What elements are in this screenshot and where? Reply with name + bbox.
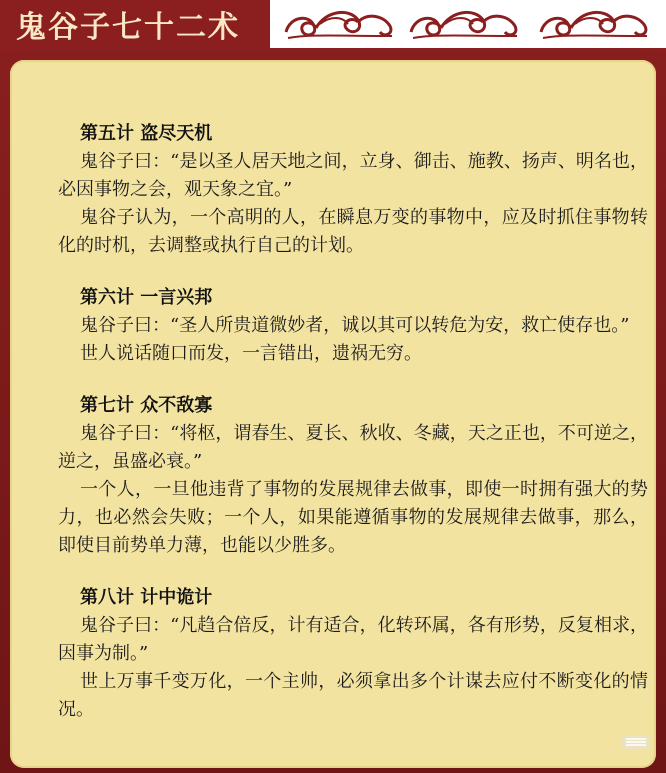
quote-paragraph: 鬼谷子曰：“圣人所贵道微妙者，诚以其可以转危为安，救亡使存也。” — [80, 315, 630, 336]
quote-paragraph: 鬼谷子曰：“凡趋合倍反，计有适合，化转环属，各有形势，反复相求，因事为制。” — [58, 615, 648, 664]
section-title: 第六计 一言兴邦 — [80, 287, 213, 308]
quote-paragraph: 鬼谷子曰：“将枢，谓春生、夏长、秋收、冬藏，天之正也，不可逆之，逆之，虽盛必衰。” — [58, 423, 648, 472]
cloud-ornament-icon — [280, 2, 396, 44]
cloud-ornament-icon — [535, 2, 651, 44]
explanation-paragraph: 世上万事千变万化，一个主帅，必须拿出多个计谋去应付不断变化的情况。 — [58, 671, 648, 720]
article-body — [58, 120, 648, 748]
more-menu-icon[interactable] — [622, 735, 650, 749]
section-7 — [58, 392, 648, 560]
section-6 — [58, 284, 648, 368]
page-title: 鬼谷子七十二术 — [16, 10, 240, 45]
explanation-paragraph: 一个人，一旦他违背了事物的发展规律去做事，即使一时拥有强大的势力，也必然会失败；一个人，如果能遵循事物的发展规律去做事，那么，即使目前势单力薄，也能以少胜多。 — [58, 479, 648, 556]
title-box — [0, 0, 270, 48]
section-5 — [58, 120, 648, 260]
explanation-paragraph: 鬼谷子认为，一个高明的人，在瞬息万变的事物中，应及时抓住事物转化的时机，去调整或执行自己的计划。 — [58, 207, 648, 256]
cloud-ornament-icon — [405, 2, 521, 44]
header-border — [0, 48, 666, 52]
section-title: 第五计 盗尽天机 — [80, 123, 213, 144]
section-title: 第八计 计中诡计 — [80, 587, 213, 608]
quote-paragraph: 鬼谷子曰：“是以圣人居天地之间，立身、御击、施教、扬声、明名也，必因事物之会，观天象之宜。” — [58, 151, 648, 200]
section-8 — [58, 584, 648, 724]
explanation-paragraph: 世人说话随口而发，一言错出，遗祸无穷。 — [80, 343, 422, 364]
section-title: 第七计 众不敌寡 — [80, 395, 213, 416]
header-bar — [0, 0, 666, 52]
